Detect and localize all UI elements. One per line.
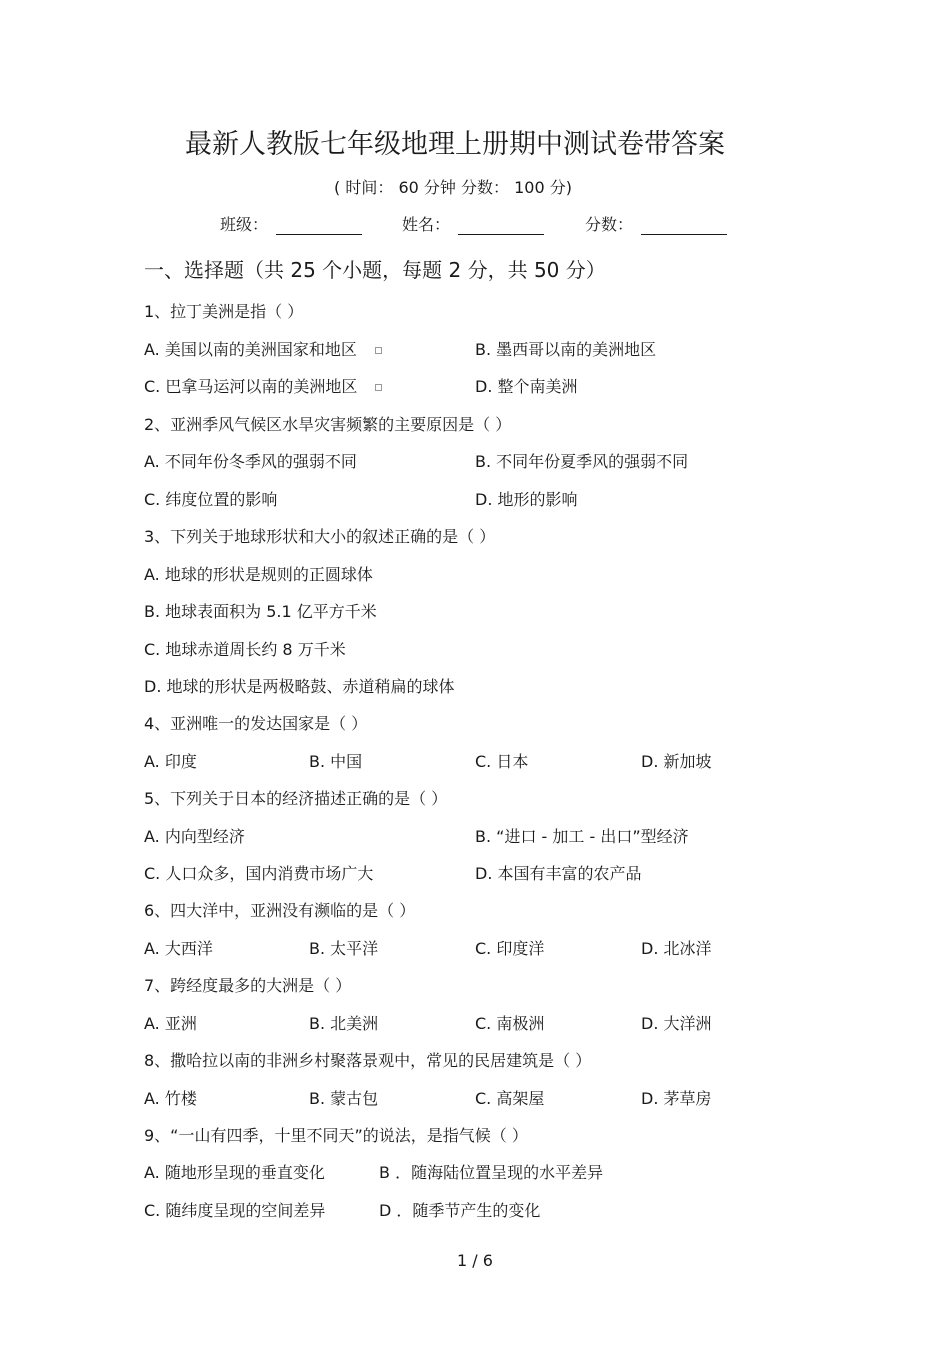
question-6-option-b: B. 太平洋 [309, 939, 379, 958]
section-heading: 一、选择题（共 25 个小题，每题 2 分，共 50 分） [144, 258, 606, 282]
question-9-option-d: D ．随季节产生的变化 [379, 1201, 541, 1220]
question-4-option-d: D. 新加坡 [641, 752, 712, 771]
question-4-option-a: A. 印度 [144, 752, 197, 771]
question-1-stem: 1、拉丁美洲是指（ ） [144, 302, 304, 321]
score-blank [641, 216, 727, 235]
question-6-stem: 6、四大洋中，亚洲没有濒临的是（ ） [144, 901, 416, 920]
class-field [220, 212, 362, 235]
question-2-option-b: B. 不同年份夏季风的强弱不同 [475, 452, 689, 471]
question-9-stem: 9、“一山有四季，十里不同天”的说法，是指气候（ ） [144, 1126, 528, 1145]
question-3-option-a: A. 地球的形状是规则的正圆球体 [144, 565, 373, 584]
class-label: 班级： [220, 215, 269, 234]
question-7-option-a: A. 亚洲 [144, 1014, 197, 1033]
question-4-option-c: C. 日本 [475, 752, 529, 771]
question-5-option-d: D. 本国有丰富的农产品 [475, 864, 642, 883]
name-blank [458, 216, 544, 235]
score-label: 分数： [585, 215, 634, 234]
class-blank [276, 216, 362, 235]
question-3-option-c: C. 地球赤道周长约 8 万千米 [144, 640, 346, 659]
question-7-option-b: B. 北美洲 [309, 1014, 379, 1033]
question-7-option-d: D. 大洋洲 [641, 1014, 712, 1033]
checkbox-placeholder-icon [375, 347, 382, 354]
question-3-option-d: D. 地球的形状是两极略鼓、赤道稍扁的球体 [144, 677, 455, 696]
question-5-option-c: C. 人口众多，国内消费市场广大 [144, 864, 374, 883]
question-3-stem: 3、下列关于地球形状和大小的叙述正确的是（ ） [144, 527, 496, 546]
question-1-option-d: D. 整个南美洲 [475, 377, 578, 396]
question-1-option-a: A. 美国以南的美洲国家和地区 [144, 337, 382, 360]
question-1-option-c: C. 巴拿马运河以南的美洲地区 [144, 374, 382, 397]
question-8-option-b: B. 蒙古包 [309, 1089, 379, 1108]
question-8-stem: 8、撒哈拉以南的非洲乡村聚落景观中，常见的民居建筑是（ ） [144, 1051, 592, 1070]
page-number: 1 / 6 [457, 1251, 493, 1270]
question-5-stem: 5、下列关于日本的经济描述正确的是（ ） [144, 789, 448, 808]
question-9-option-b: B ．随海陆位置呈现的水平差异 [379, 1163, 604, 1182]
checkbox-placeholder-icon [375, 384, 382, 391]
question-2-option-a: A. 不同年份冬季风的强弱不同 [144, 452, 357, 471]
question-9-option-c: C. 随纬度呈现的空间差异 [144, 1201, 326, 1220]
document-title: 最新人教版七年级地理上册期中测试卷带答案 [185, 129, 725, 160]
question-2-stem: 2、亚洲季风气候区水旱灾害频繁的主要原因是（ ） [144, 415, 512, 434]
question-8-option-d: D. 茅草房 [641, 1089, 712, 1108]
question-4-option-b: B. 中国 [309, 752, 363, 771]
question-5-option-b: B. “进口 - 加工 - 出口”型经济 [475, 827, 689, 846]
question-3-option-b: B. 地球表面积为 5.1 亿平方千米 [144, 602, 377, 621]
question-1-option-b: B. 墨西哥以南的美洲地区 [475, 340, 657, 359]
exam-time-score: ( 时间： 60 分钟 分数： 100 分) [334, 178, 572, 197]
question-5-option-a: A. 内向型经济 [144, 827, 245, 846]
question-7-stem: 7、跨经度最多的大洲是（ ） [144, 976, 352, 995]
question-7-option-c: C. 南极洲 [475, 1014, 545, 1033]
question-8-option-a: A. 竹楼 [144, 1089, 197, 1108]
question-4-stem: 4、亚洲唯一的发达国家是（ ） [144, 714, 368, 733]
question-2-option-d: D. 地形的影响 [475, 490, 578, 509]
score-field [585, 212, 727, 235]
question-6-option-a: A. 大西洋 [144, 939, 213, 958]
question-6-option-c: C. 印度洋 [475, 939, 545, 958]
question-6-option-d: D. 北冰洋 [641, 939, 712, 958]
question-8-option-c: C. 高架屋 [475, 1089, 545, 1108]
name-field [402, 212, 544, 235]
question-2-option-c: C. 纬度位置的影响 [144, 490, 278, 509]
question-9-option-a: A. 随地形呈现的垂直变化 [144, 1163, 325, 1182]
name-label: 姓名： [402, 215, 451, 234]
